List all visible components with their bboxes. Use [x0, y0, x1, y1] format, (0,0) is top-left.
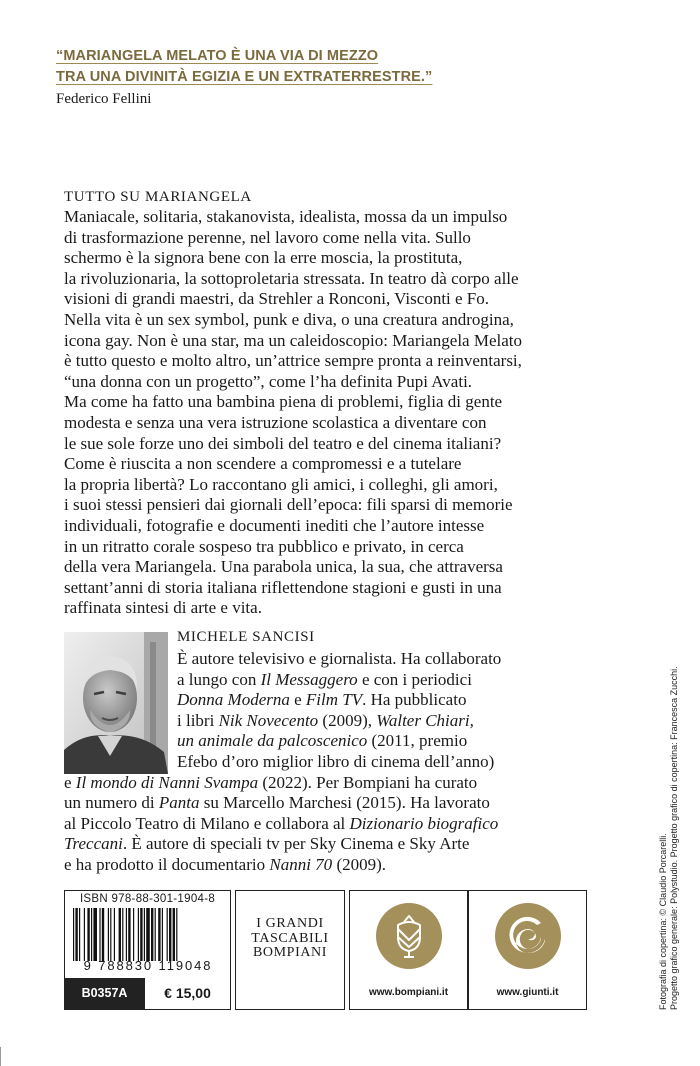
description-line: settant’anni di storia italiana riflettendone stagioni e gusti in una [64, 577, 502, 597]
description-line: le sue sole forze uno dei simboli del teatro e del cinema italiani? [64, 433, 502, 453]
bio-line: un numero di Panta su Marcello Marchesi (2015). Ha lavorato [64, 793, 490, 813]
author-bio [64, 649, 644, 876]
price: € 15,00 [144, 978, 230, 1009]
section-title: TUTTO SU MARIANGELA [64, 189, 252, 205]
quote-line-2: TRA UNA DIVINITÀ EGIZIA E UN EXTRATERRESTRE.” [56, 69, 433, 85]
book-description [64, 207, 644, 619]
photo-credits: Fotografia di copertina: © Claudio Porcarelli. Progetto grafico generale: Polystudio. Progetto grafico di copertina: Francesca Zucchi. [658, 666, 679, 1010]
bio-line: È autore televisivo e giornalista. Ha collaborato [177, 649, 502, 668]
description-line: “una donna con un progetto”, come l’ha definita Pupi Avati. [64, 371, 473, 391]
tulip-flower-icon [376, 903, 442, 969]
bio-line: e ha prodotto il documentario Nanni 70 (2009). [64, 854, 387, 874]
spiral-g-icon [495, 903, 561, 969]
description-line: la rivoluzionaria, la sottoproletaria stressata. In teatro dà corpo alle [64, 268, 519, 288]
description-line: Maniacale, solitaria, stakanovista, idealista, mossa da un impulso [64, 207, 508, 226]
description-line: icona gay. Non è una star, ma un caleidoscopio: Mariangela Melato [64, 330, 523, 350]
description-line: schermo è la signora bene con la erre moscia, la prostituta, [64, 248, 463, 268]
isbn-box [64, 890, 231, 1010]
description-line: modesta e senza una vera istruzione scolastica a diventare con [64, 412, 487, 432]
cover-quote [56, 46, 496, 108]
bio-line: a lungo con Il Messaggero e con i periodici [177, 669, 472, 689]
description-line: della vera Mariangela. Una parabola unica, la sua, che attraversa [64, 557, 503, 577]
bompiani-url[interactable]: www.bompiani.it [368, 987, 449, 998]
bio-line: Treccani. È autore di speciali tv per Sky Cinema e Sky Arte [64, 834, 470, 854]
description-line: Ma come ha fatto una bambina piena di problemi, figlia di gente [64, 392, 503, 412]
crop-mark [0, 1047, 1, 1066]
quote-author: Federico Fellini [56, 91, 152, 107]
barcode-digits: 9 788830 119048 [83, 958, 213, 973]
description-line: individuali, fotografie e documenti inediti che l’autore intesse [64, 515, 485, 535]
bio-line: Donna Moderna e Film TV. Ha pubblicato [177, 690, 467, 710]
author-name: MICHELE SANCISI [177, 629, 315, 645]
bio-line: al Piccolo Teatro di Milano e collabora al Dizionario biografico [64, 813, 499, 833]
description-line: raffinata sintesi di arte e vita. [64, 598, 262, 618]
description-line: i suoi stessi pensieri dai giornali dell’epoca: fili sparsi di memorie [64, 495, 513, 515]
description-line: in un ritratto corale sospeso tra pubblico e privato, in cerca [64, 536, 464, 556]
description-line: visioni di grandi maestri, da Strehler a Ronconi, Visconti e Fo. [64, 289, 490, 309]
bio-line: Efebo d’oro miglior libro di cinema dell’anno) [177, 751, 495, 771]
bio-line: un animale da palcoscenico (2011, premio [177, 731, 468, 751]
description-line: la propria libertà? Lo raccontano gli amici, i colleghi, gli amori, [64, 474, 498, 494]
giunti-logo-box [468, 890, 587, 1010]
giunti-url[interactable]: www.giunti.it [496, 987, 559, 998]
isbn-number: ISBN 978-88-301-1904-8 [79, 893, 216, 905]
barcode-icon [71, 908, 226, 961]
description-line: di trasformazione perenne, nel lavoro come nella vita. Sullo [64, 227, 471, 247]
quote-line-1: “MARIANGELA MELATO È UNA VIA DI MEZZO [56, 48, 379, 64]
bio-line: e Il mondo di Nanni Svampa (2022). Per Bompiani ha curato [64, 772, 478, 792]
series-name: I GRANDI TASCABILI BOMPIANI [251, 916, 329, 960]
product-code: B0357A [65, 978, 144, 1009]
description-line: Come è riuscita a non scendere a compromessi e a tutelare [64, 454, 462, 474]
description-line: Nella vita è un sex symbol, punk e diva, o una creatura androgina, [64, 309, 514, 329]
bio-line: i libri Nik Novecento (2009), Walter Chiari, [177, 710, 474, 730]
series-box [235, 890, 345, 1010]
description-line: è tutto questo e molto altro, un’attrice sempre pronta a reinventarsi, [64, 351, 522, 371]
bompiani-logo-box [349, 890, 468, 1010]
